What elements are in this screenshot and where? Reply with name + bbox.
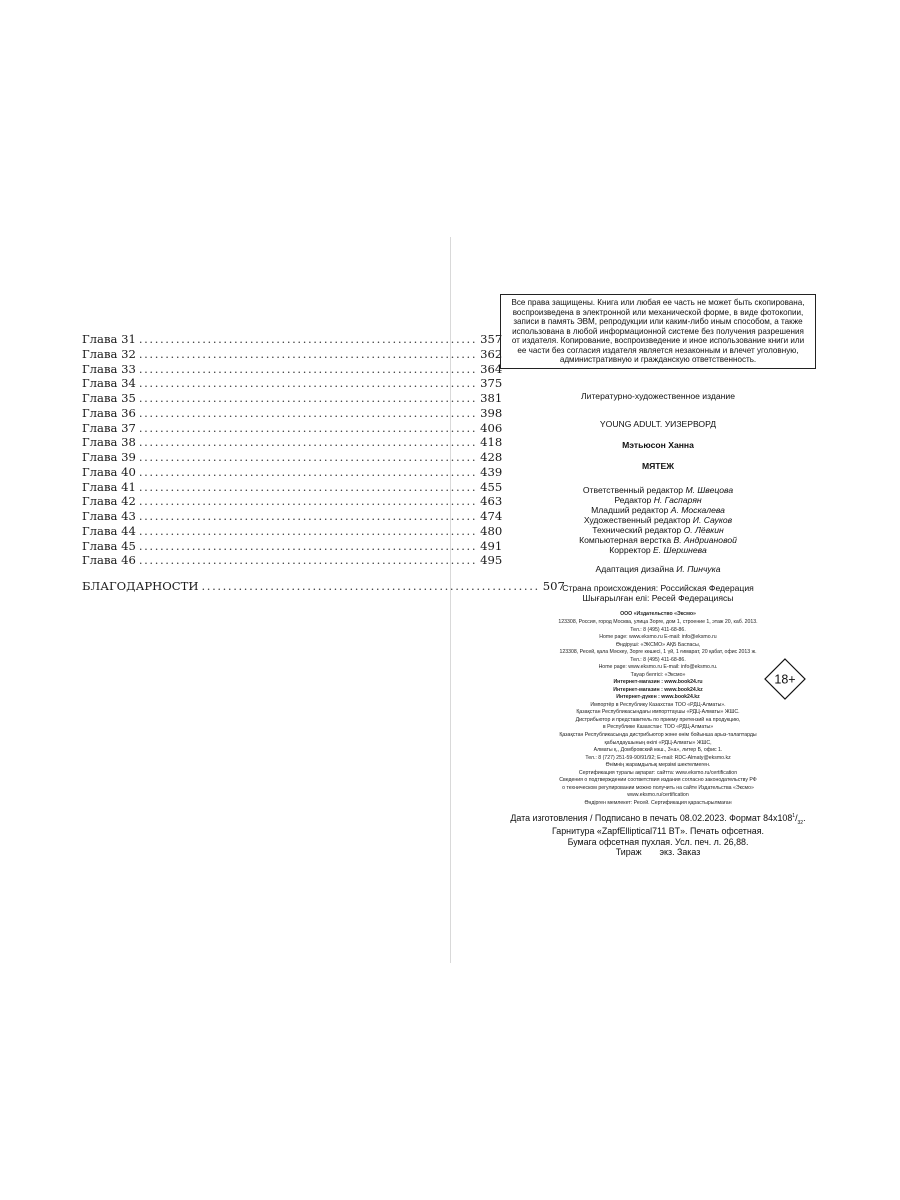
credit-role: Технический редактор	[592, 525, 684, 536]
publisher-line: Алматы қ., Домбровский көш., 3«а», литер Б, офис 1.	[593, 747, 723, 754]
publisher-line: Өндіруші: «ЭКСМО» АҚБ Баспасы,	[615, 641, 701, 648]
toc-entry-label: Глава 39	[82, 450, 136, 464]
toc-leader-dots: ................................................................	[138, 553, 478, 568]
table-of-contents	[82, 332, 565, 594]
credit-role: Редактор	[614, 495, 654, 506]
toc-entry-label: Глава 36	[82, 405, 136, 420]
copyright-notice: Все права защищены. Книга или любая ее часть не может быть скопирована, воспроизведена в электронной или механической форме, в виде фотокопии, записи в память ЭВМ, репродукции или каким-либо иным способом, а также использована в любой информационной системе без получения разрешения от издателя. Копирование, воспроизведение и иное использование книги или ее части без согласия издателя является незаконным и влечет уголовную, административную и гражданскую ответственность.	[500, 294, 816, 369]
design-role: Адаптация дизайна	[595, 564, 677, 575]
circulation-label: Тираж	[615, 847, 642, 858]
order-label: экз. Заказ	[659, 847, 701, 858]
toc-acknowledgments	[82, 579, 565, 594]
credit-line	[500, 525, 816, 535]
toc-page-number: 364	[480, 361, 503, 376]
toc-entry	[82, 464, 503, 480]
toc-entry	[82, 435, 503, 450]
toc-entry	[82, 509, 503, 524]
toc-page-number: 418	[480, 435, 503, 450]
toc-entry-label: Глава 32	[82, 346, 136, 361]
publisher-info	[500, 611, 816, 807]
publisher-line: Өндірген мемлекет: Ресей. Сертификация қарастырылмаған	[584, 799, 732, 806]
toc-entry	[82, 405, 503, 421]
publisher-line: в Республике Казахстан: ТОО «РДЦ-Алматы»	[602, 724, 714, 731]
toc-entry-label: Глава 43	[82, 509, 136, 523]
print-date-line: Дата изготовления / Подписано в печать 08.02.2023. Формат $84x108^1/_{32}$.	[510, 813, 806, 827]
toc-leader-dots: ................................................................	[138, 361, 478, 376]
toc-entry	[82, 494, 503, 509]
toc-entry	[82, 553, 503, 568]
format-end: .	[803, 813, 806, 824]
toc-leader-dots: ................................................................	[138, 509, 478, 523]
toc-entry-label: Глава 45	[82, 538, 136, 553]
publisher-line: қабылдаушының өкілі «РДЦ-Алматы» ЖШС,	[604, 739, 712, 746]
toc-entry	[82, 523, 503, 539]
toc-leader-dots: ................................................................	[138, 435, 478, 450]
toc-page-number: 428	[480, 450, 503, 464]
publisher-line: Импортёр в Республику Казахстан ТОО «РДЦ-Алматы».	[590, 701, 726, 708]
publisher-line: ООО «Издательство «Эксмо»	[620, 611, 696, 618]
toc-leader-dots: ................................................................	[138, 420, 478, 435]
credit-line	[500, 495, 816, 505]
toc-entry-label: БЛАГОДАРНОСТИ	[82, 579, 199, 593]
toc-entry-label: Глава 31	[82, 332, 136, 346]
toc-entry	[82, 391, 503, 406]
age-rating-text: 18+	[774, 672, 796, 687]
toc-leader-dots: ................................................................	[138, 479, 478, 494]
publisher-line: www.eksmo.ru/certification	[627, 792, 689, 799]
imprint-page	[500, 294, 816, 858]
design-credit	[500, 564, 816, 574]
credit-name: А. Москалева	[670, 505, 725, 516]
circulation-line	[500, 847, 816, 858]
toc-entry-label: Глава 34	[82, 376, 136, 391]
origin-kz: Шығарылған елі: Ресей Федерациясы	[582, 593, 734, 604]
author-name: Мэтьюсон Ханна	[622, 439, 694, 450]
toc-entry	[82, 346, 503, 362]
publisher-line: Тел.: 8 (495) 411-68-86.	[630, 656, 686, 663]
credits-list	[500, 485, 816, 555]
publisher-line: Home page: www.eksmo.ru E-mail: info@eksmo.ru.	[598, 664, 718, 671]
edition-type: Литературно-художественное издание	[581, 390, 735, 401]
toc-page-number: 474	[480, 509, 503, 523]
publisher-line: Тел.: 8 (727) 251-59-90/91/92; E-mail: RDC-Almaty@eksmo.kz	[585, 754, 731, 761]
toc-entry-label: Глава 40	[82, 464, 136, 479]
toc-page-number: 491	[480, 538, 503, 553]
credit-role: Корректор	[609, 545, 654, 556]
toc-page-number: 375	[480, 376, 503, 391]
publisher-line: Сертификация туралы ақпарат: сайтта: www.eksmo.ru/certification	[578, 769, 738, 776]
toc-page-number: 507	[542, 579, 565, 593]
age-rating-badge	[764, 658, 806, 700]
toc-entry	[82, 420, 503, 436]
toc-page-number: 398	[480, 405, 503, 420]
publisher-line: Home page: www.eksmo.ru E-mail: info@eksmo.ru	[599, 634, 717, 641]
publisher-line: 123308, Ресей, қала Мәскеу, Зорге көшесі, 1 үй, 1 ғимарат, 20 қабат, офис 2013 ж.	[559, 649, 757, 656]
typeface-line: Гарнитура «ZapfElliptical711 BT». Печать офсетная.	[552, 826, 764, 837]
publisher-line: Дистрибьютор и представитель по приему претензий на продукцию,	[575, 716, 741, 723]
publisher-line: Қазақстан Республикасындағы импорттаушы «РДЦ-Алматы» ЖШС.	[576, 709, 740, 716]
toc-entry	[82, 376, 503, 391]
credit-line	[500, 505, 816, 515]
series-name: YOUNG ADULT. УИЗЕРВОРД	[599, 418, 717, 429]
format-denominator: 32	[797, 820, 804, 827]
toc-entry	[82, 538, 503, 554]
toc-entry	[82, 361, 503, 377]
credit-name: В. Андриановой	[673, 535, 737, 546]
credit-line	[500, 545, 816, 555]
format-numerator: 1	[792, 813, 796, 820]
credit-line	[500, 535, 816, 545]
print-date: Дата изготовления / Подписано в печать 08.02.2023. Формат 84x108	[510, 813, 793, 824]
origin-ru: Страна происхождения: Российская Федерация	[562, 583, 754, 594]
publisher-line: 123308, Россия, город Москва, улица Зорге, дом 1, строение 1, этаж 20, каб. 2013.	[558, 619, 758, 626]
publisher-line: Интернет-магазин : www.book24.ru	[613, 679, 703, 686]
toc-page-number: 439	[480, 464, 503, 479]
toc-entry-label: Глава 42	[82, 494, 136, 509]
toc-entry-label: Глава 37	[82, 420, 136, 435]
toc-entry-label: Глава 38	[82, 435, 136, 450]
credit-role: Младший редактор	[591, 505, 671, 516]
toc-leader-dots: ................................................................	[138, 494, 478, 509]
publisher-line: о техническом регулировании можно получить на сайте Издательства «Эксмо»	[562, 784, 754, 791]
toc-page-number: 463	[480, 494, 503, 509]
toc-page-number: 495	[480, 553, 503, 568]
publisher-line: Сведения о подтверждении соответствия издания согласно законодательству РФ	[559, 777, 757, 784]
credit-name: И. Сауков	[692, 515, 733, 526]
publisher-line: Интернет-дүкен : www.book24.kz	[616, 694, 700, 701]
toc-page-number: 455	[480, 479, 503, 494]
publisher-line: Қазақстан Республикасында дистрибьютор және өнім бойынша арыз-талаптарды	[559, 731, 757, 738]
toc-leader-dots: ................................................................	[138, 523, 478, 538]
credit-name: Е. Шершнева	[653, 545, 707, 556]
toc-page-number: 362	[480, 346, 503, 361]
design-name: И. Пинчука	[676, 564, 721, 575]
toc-page-number: 480	[480, 523, 503, 538]
credit-name: М. Швецова	[685, 485, 734, 496]
credit-line	[500, 485, 816, 495]
toc-entry-label: Глава 35	[82, 391, 136, 405]
toc-page-number: 406	[480, 420, 503, 435]
paper-line: Бумага офсетная пухлая. Усл. печ. л. 26,88.	[567, 836, 749, 847]
credit-name: Н. Гаспарян	[653, 495, 702, 506]
toc-entry	[82, 479, 503, 495]
toc-entry-label: Глава 44	[82, 523, 136, 538]
toc-entry-label: Глава 33	[82, 361, 136, 376]
toc-leader-dots: ................................................................	[138, 450, 478, 464]
toc-page-number: 357	[480, 332, 503, 346]
toc-page-number: 381	[480, 391, 503, 405]
publisher-line: Тауар белгісі: «Эксмо»	[630, 671, 686, 678]
toc-leader-dots: ................................................................	[138, 405, 478, 420]
toc-leader-dots: ................................................................	[138, 391, 478, 405]
toc-entry-label: Глава 46	[82, 553, 136, 568]
toc-leader-dots: ................................................................	[201, 579, 540, 593]
credit-name: О. Лёвкин	[683, 525, 724, 536]
credit-role: Художественный редактор	[583, 515, 693, 526]
toc-entry	[82, 450, 503, 465]
toc-leader-dots: ................................................................	[138, 332, 478, 346]
credit-line	[500, 515, 816, 525]
origin-block	[500, 583, 816, 603]
book-title: МЯТЕЖ	[641, 460, 675, 471]
toc-leader-dots: ................................................................	[138, 346, 478, 361]
publisher-line: Тел.: 8 (495) 411-68-86.	[630, 626, 686, 633]
toc-leader-dots: ................................................................	[138, 464, 478, 479]
printing-details	[500, 813, 816, 858]
toc-leader-dots: ................................................................	[138, 538, 478, 553]
toc-leader-dots: ................................................................	[138, 376, 478, 391]
credit-role: Компьютерная верстка	[579, 535, 674, 546]
toc-entry-label: Глава 41	[82, 479, 136, 494]
publisher-line: Интернет-магазин : www.book24.kz	[613, 686, 703, 693]
publisher-line: Өнімнің жарамдылық мерзімі шектелмеген.	[605, 762, 711, 769]
credit-role: Ответственный редактор	[582, 485, 686, 496]
toc-entry	[82, 332, 503, 347]
